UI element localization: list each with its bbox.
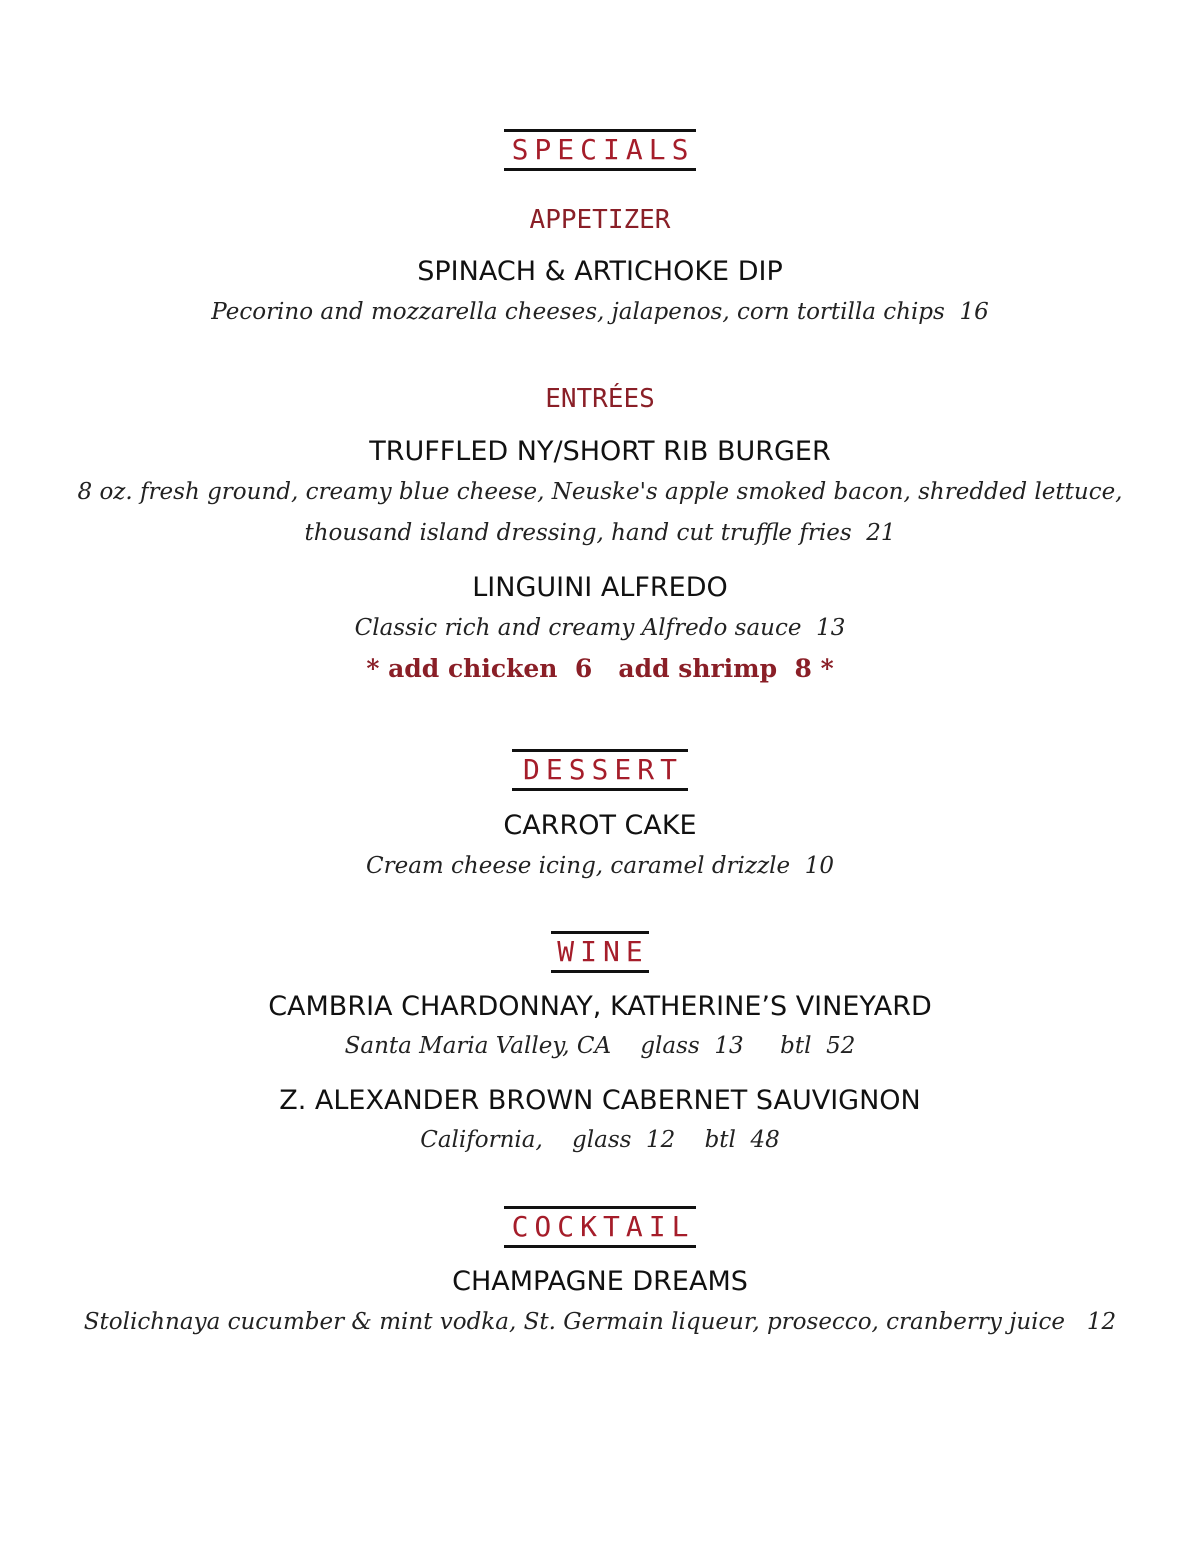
entree-item-description-line1: 8 oz. fresh ground, creamy blue cheese, Neuske's apple smoked bacon, shredded lettuce,	[77, 479, 1123, 505]
dessert-item-description: Cream cheese icing, caramel drizzle 10	[366, 853, 834, 879]
dessert-item-name: CARROT CAKE	[503, 810, 697, 841]
dessert-heading	[512, 749, 688, 791]
wine-item-name: Z. ALEXANDER BROWN CABERNET SAUVIGNON	[279, 1085, 921, 1116]
entree-item-name: TRUFFLED NY/SHORT RIB BURGER	[369, 436, 831, 467]
dessert-heading-text: DESSERT	[522, 753, 683, 786]
cocktail-heading-text: COCKTAIL	[511, 1210, 695, 1243]
appetizer-item-description: Pecorino and mozzarella cheeses, jalapenos, corn tortilla chips 16	[211, 299, 989, 325]
entrees-subheading: ENTRÉES	[545, 384, 655, 414]
entree-addon-note: * add chicken 6 add shrimp 8 *	[366, 654, 834, 683]
appetizer-subheading: APPETIZER	[529, 205, 671, 235]
entree-item-description-line2: thousand island dressing, hand cut truffle fries 21	[304, 520, 896, 546]
wine-item-description: California, glass 12 btl 48	[420, 1127, 780, 1153]
specials-heading	[504, 129, 696, 171]
entree-item-name: LINGUINI ALFREDO	[472, 572, 728, 603]
cocktail-heading	[504, 1206, 696, 1248]
wine-item-name: CAMBRIA CHARDONNAY, KATHERINE’S VINEYARD	[268, 991, 932, 1022]
entree-item-description: Classic rich and creamy Alfredo sauce 13	[354, 615, 846, 641]
specials-heading-text: SPECIALS	[511, 133, 695, 166]
appetizer-item-name: SPINACH & ARTICHOKE DIP	[417, 256, 783, 287]
wine-heading-text: WINE	[557, 935, 649, 968]
cocktail-item-description: Stolichnaya cucumber & mint vodka, St. Germain liqueur, prosecco, cranberry juice 12	[83, 1309, 1117, 1335]
wine-item-description: Santa Maria Valley, CA glass 13 btl 52	[344, 1033, 856, 1059]
wine-heading	[551, 931, 649, 973]
cocktail-item-name: CHAMPAGNE DREAMS	[452, 1266, 748, 1297]
